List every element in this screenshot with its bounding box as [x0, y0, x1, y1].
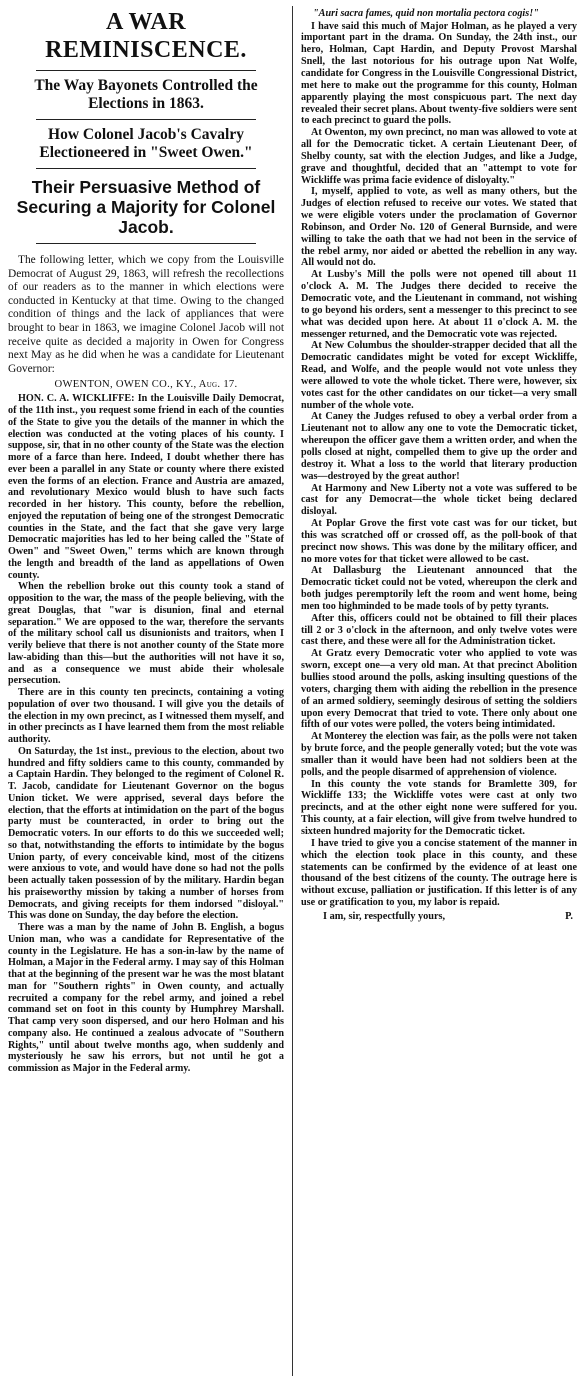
headline-deck-1: The Way Bayonets Controlled the Elections in 1863.	[34, 77, 258, 112]
headline-main: A WAR REMINISCENCE.	[45, 9, 247, 63]
letter-paragraph: At New Columbus the shoulder-strapper decided that all the Democratic candidates might be voted for except Wickliffe, Read, and Wolfe, and the people would not vote unless they were allowed to vote the whole ticket. There were, however, six votes cast for the other candidates on our ticket—a very small number of the whole vote.	[301, 340, 577, 411]
letter-paragraph: At Harmony and New Liberty not a vote was suffered to be cast for any Democrat—the whole ticket being declared disloyal.	[301, 482, 577, 518]
letter-paragraph: There was a man by the name of John B. English, a bogus Union man, who was a candidate for Representative of the county in the Legislature. He has a son-in-law by the name of Holman, a Major in the Federal army. I may say of this Holman that at the beginning of the present war he was the most blatant man for "Southern rights" in Owen county, and actually recruited a company for the rebel army, and joined a rebel command set on foot in this county by Humphrey Marshall. That camp very soon dispersed, and our hero Holman and his company also. He continued a zealous advocate of "Southern Rights," until about twelve months ago, when suddenly and mysteriously he saw his errors, but not until he got a commission as Major in the Federal army.	[8, 922, 284, 1075]
letter-paragraph: There are in this county ten precincts, containing a voting population of over two thousand. I will give you the details of the election in my own precinct, as I witnessed them myself, and in other precincts as I have learned them from the most reliable authority.	[8, 687, 284, 746]
letter-paragraph: At Gratz every Democratic voter who applied to vote was sworn, except one—a very old man. At that precinct Abolition bullies stood around the polls, asking insulting questions of the voters, charging them with aiding the rebellion in the presence of an armed soldiery, seemingly desirous of setting the soldiers upon every Democrat that tried to vote. There only about one fifth of our votes were polled, the voters being intimidated.	[301, 648, 577, 731]
right-column	[301, 8, 577, 1374]
letter-paragraph: At Lusby's Mill the polls were not opened till about 11 o'clock A. M. The Judges there decided to receive the Democratic vote, and the Lieutenant in command, not wishing to go beyond his orders, sent a messenger to this precinct to see what was decided upon here. At about 11 o'clock A. M. the messenger returned, and the Democratic vote was rejected.	[301, 269, 577, 340]
letter-paragraph: I, myself, applied to vote, as well as many others, but the Judges of election refused to receive our votes. We stated that we were eligible voters under the proclamation of Governor Robinson, and Order No. 120 of General Burnside, and were willing to take the oath that we had not been in the service of the rebel army, nor aided or abetted the rebellion in any way. All would not do.	[301, 186, 577, 269]
intro-paragraph: The following letter, which we copy from the Louisville Democrat of August 29, 1863, will refresh the recollections of our readers as to the manner in which elections were conducted in Kentucky at that time. Owing to the changed condition of things and the lack of appliances that were brought to bear in 1863, we imagine Colonel Jacob will not receive quite as decided a majority in Owen for Congress next May as he did when he was a candidate for Lieutenant Governor:	[8, 254, 284, 375]
letter-paragraph: After this, officers could not be obtained to fill their places till 2 or 3 o'clock in the afternoon, and only twelve votes were cast there, and these were all for the Administration ticket.	[301, 612, 577, 648]
headline-divider	[36, 168, 256, 169]
letter-body-right	[301, 21, 577, 909]
letter-paragraph: In this county the vote stands for Bramlette 309, for Wickliffe 133; the Wickliffe votes were cast at only two precincts, and at the other eight none were suffered for you. This county, at a fair election, will give from twelve hundred to sixteen hundred majority for the Democratic ticket.	[301, 778, 577, 837]
dateline: OWENTON, OWEN CO., KY., Aug. 17.	[54, 379, 238, 391]
signoff-initial: P.	[565, 910, 573, 922]
letter-paragraph: When the rebellion broke out this county took a stand of opposition to the war, the mass of the people believing, with the great Douglas, that "war is disunion, final and eternal separation." We are opposed to the war, therefore the servants of the military school call us disunionists and traitors, when I verily believe that there is not another county of the State more law-abiding than this—but the authorities will not have it so, and as a consequence we must abide their wholesale persecution.	[8, 581, 284, 687]
letter-paragraph: At Caney the Judges refused to obey a verbal order from a Lieutenant not to allow any one to vote the Democratic ticket, whereupon the officer gave them a written order, and when the polls closed at night, compelled them to give up the order and destroy it. What a loss to the world that literary production was—destroyed by the great author!	[301, 411, 577, 482]
latin-quote: "Auri sacra fames, quid non mortalia pectora cogis!"	[313, 8, 539, 19]
headline-divider	[36, 119, 256, 120]
left-column	[8, 8, 284, 1374]
letter-body-left	[8, 393, 284, 1075]
letter-paragraph: I have tried to give you a concise statement of the manner in which the election took place in this county, and these statements can be confirmed by the evidence of at least one thousand of the best citizens of the county. The outrage here is without excuse, palliation or justification. If this letter is of any use or gratification to you, my labor is repaid.	[301, 837, 577, 909]
letter-paragraph: On Saturday, the 1st inst., previous to the election, about two hundred and fifty soldiers came to this county, commanded by a Captain Hardin. They belonged to the regiment of Colonel R. T. Jacob, candidate for Lieutenant Governor on the bogus Union ticket. We were apprised, several days before the election, that the efforts at intimidation on the part of the bogus party must be counteracted, in order to bring out the Democratic voters. In our efforts to do this we succeeded well; so that, notwithstanding the efforts to intimidate by the bogus Union party, of every conceivable kind, most of the citizens were anxious to vote, and would have done so had not the polls been actually taken possession of by the military. Hardin began his praiseworthy mission by taking a number of horses from Democrats, and giving receipts for them indorsed "disloyal." This was done on Sunday, the day before the election.	[8, 745, 284, 922]
headline-divider	[36, 70, 256, 71]
letter-paragraph: HON. C. A. WICKLIFFE: In the Louisville Daily Democrat, of the 11th inst., you request some friend in each of the counties of the State to give you the details of the manner in which the election was conducted at the voting places of his county. I suppose, sir, that in no other county of the State was the election more of a farce than here. Indeed, I doubt whether there has ever been a parallel in any State or county where there existed even the forms of an election. France and Austria are amazed, and revolutionary Mexico would blush to have such facts recorded in her history. This county, before the rebellion, enjoyed the reputation of being one of the strongest Democratic counties in the State, and the fact that she gave very large Democratic majorities has led to her being called the "State of Owen" and "Sweet Owen," terms which are known through the length and breadth of the land as appellations of Owen county.	[8, 393, 284, 581]
headline-deck-2: How Colonel Jacob's Cavalry Electioneered in "Sweet Owen."	[39, 126, 253, 161]
letter-paragraph: At Owenton, my own precinct, no man was allowed to vote at all for the Democratic ticket. A certain Lieutenant Deer, of Shelby county, sat with the election Judges, and like a Judge, grave and thoughtful, decided that an "attempt to vote for Wickliffe was prima facie evidence of disloyalty."	[301, 127, 577, 186]
headline-divider	[36, 243, 256, 244]
column-rule	[292, 6, 293, 1376]
letter-paragraph: I have said this much of Major Holman, as he played a very important part in the drama. On Sunday, the 24th inst., our hero, Holman, Capt Hardin, and Deputy Provost Marshal Snell, the last notorious for his outrage upon Nat Wolfe, candidate for Congress in the Louisville Congressional District, met here to make out the programme for this county, Holman apparently playing the most conspicuous part. The next day revealed their secret plans. About twenty-five soldiers were sent to each precinct to guard the polls.	[301, 20, 577, 127]
headline-deck-3: Their Persuasive Method of Securing a Majority for Colonel Jacob.	[16, 177, 276, 237]
signoff-closing: I am, sir, respectfully yours,	[323, 910, 446, 922]
letter-paragraph: At Poplar Grove the first vote cast was for our ticket, but this was scratched off or crossed off, as the poll-book of that precinct now shows. This was done by the military officer, and no more votes for that ticket were allowed to be cast.	[301, 518, 577, 565]
letter-paragraph: At Monterey the election was fair, as the polls were not taken by brute force, and the people generally voted; but the vote was smaller than it would have been had not soldiers been at the polls, and the people disarmed of apprehension of violence.	[301, 731, 577, 778]
signoff	[301, 911, 577, 922]
letter-paragraph: At Dallasburg the Lieutenant announced that the Democratic ticket could not be voted, whereupon the clerk and both judges peremptorily left the room and went home, being men too highminded to be made tools of by petty tyrants.	[301, 565, 577, 612]
